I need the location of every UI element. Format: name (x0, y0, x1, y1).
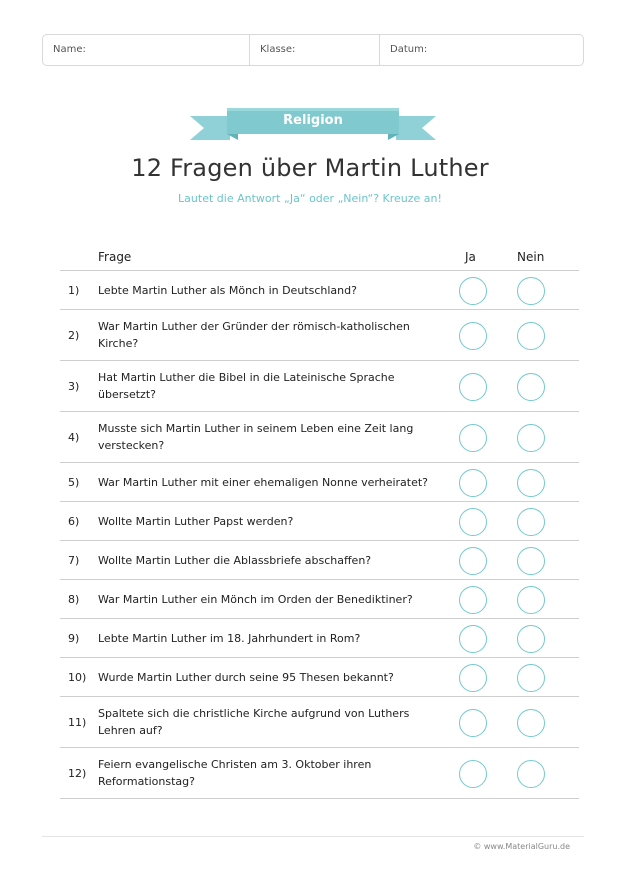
nein-answer-circle[interactable] (517, 547, 545, 575)
header-ja: Ja (465, 250, 476, 264)
table-row (60, 361, 579, 412)
klasse-label: Klasse: (260, 44, 296, 55)
header-frage: Frage (98, 250, 132, 264)
question-table (60, 248, 579, 799)
nein-answer-circle[interactable] (517, 760, 545, 788)
ja-answer-circle[interactable] (459, 586, 487, 614)
table-row (60, 463, 579, 502)
table-row (60, 271, 579, 310)
question-number: 7) (68, 553, 80, 567)
table-row (60, 658, 579, 697)
question-text: Lebte Martin Luther im 18. Jahrhundert in Rom? (98, 631, 361, 645)
header-nein: Nein (517, 250, 545, 264)
question-number: 4) (68, 430, 80, 444)
question-number: 5) (68, 475, 80, 489)
question-number: 12) (68, 766, 87, 780)
table-row (60, 697, 579, 748)
question-text: Wurde Martin Luther durch seine 95 Thesen bekannt? (98, 670, 394, 684)
nein-answer-circle[interactable] (517, 322, 545, 350)
table-row (60, 619, 579, 658)
question-text: Spaltete sich die christliche Kirche aufgrund von Luthers Lehren auf? (98, 707, 410, 737)
ja-answer-circle[interactable] (459, 760, 487, 788)
footer-divider (42, 836, 584, 837)
instructions: Lautet die Antwort „Ja“ oder „Nein“? Kreuze an! (178, 192, 442, 205)
student-info-box (42, 34, 584, 66)
ja-answer-circle[interactable] (459, 322, 487, 350)
page-title: 12 Fragen über Martin Luther (131, 154, 489, 182)
question-text: Wollte Martin Luther Papst werden? (98, 514, 294, 528)
table-row (60, 541, 579, 580)
nein-answer-circle[interactable] (517, 424, 545, 452)
table-row (60, 748, 579, 799)
nein-answer-circle[interactable] (517, 709, 545, 737)
question-number: 8) (68, 592, 80, 606)
question-text: Hat Martin Luther die Bibel in die Lateinische Sprache übersetzt? (98, 371, 395, 401)
table-row (60, 412, 579, 463)
question-number: 2) (68, 328, 80, 342)
question-text: War Martin Luther der Gründer der römisch-katholischen Kirche? (98, 320, 410, 350)
question-text: Feiern evangelische Christen am 3. Oktober ihren Reformationstag? (98, 758, 372, 788)
datum-field[interactable] (379, 35, 584, 65)
table-row (60, 580, 579, 619)
question-number: 1) (68, 283, 80, 297)
nein-answer-circle[interactable] (517, 625, 545, 653)
question-text: Lebte Martin Luther als Mönch in Deutschland? (98, 283, 357, 297)
question-number: 6) (68, 514, 80, 528)
ja-answer-circle[interactable] (459, 373, 487, 401)
klasse-field[interactable] (249, 35, 379, 65)
ja-answer-circle[interactable] (459, 625, 487, 653)
table-row (60, 502, 579, 541)
question-text: War Martin Luther mit einer ehemaligen Nonne verheiratet? (98, 475, 429, 489)
ja-answer-circle[interactable] (459, 508, 487, 536)
name-label: Name: (53, 44, 86, 55)
question-text: Musste sich Martin Luther in seinem Leben eine Zeit lang verstecken? (98, 422, 414, 452)
question-number: 9) (68, 631, 80, 645)
nein-answer-circle[interactable] (517, 508, 545, 536)
question-number: 11) (68, 715, 87, 729)
ja-answer-circle[interactable] (459, 277, 487, 305)
nein-answer-circle[interactable] (517, 586, 545, 614)
ja-answer-circle[interactable] (459, 424, 487, 452)
question-rows (60, 271, 579, 799)
question-text: War Martin Luther ein Mönch im Orden der Benediktiner? (98, 592, 413, 606)
nein-answer-circle[interactable] (517, 664, 545, 692)
ja-answer-circle[interactable] (459, 547, 487, 575)
ja-answer-circle[interactable] (459, 709, 487, 737)
table-row (60, 310, 579, 361)
question-number: 10) (68, 670, 87, 684)
datum-label: Datum: (390, 44, 428, 55)
ja-answer-circle[interactable] (459, 469, 487, 497)
question-text: Wollte Martin Luther die Ablassbriefe abschaffen? (98, 553, 372, 567)
name-field[interactable] (43, 35, 249, 65)
nein-answer-circle[interactable] (517, 277, 545, 305)
table-header (60, 248, 579, 271)
subject-ribbon (190, 104, 436, 144)
nein-answer-circle[interactable] (517, 469, 545, 497)
footer-credit: © www.MaterialGuru.de (473, 842, 570, 851)
nein-answer-circle[interactable] (517, 373, 545, 401)
question-number: 3) (68, 379, 80, 393)
subject-label: Religion (283, 113, 343, 128)
ja-answer-circle[interactable] (459, 664, 487, 692)
